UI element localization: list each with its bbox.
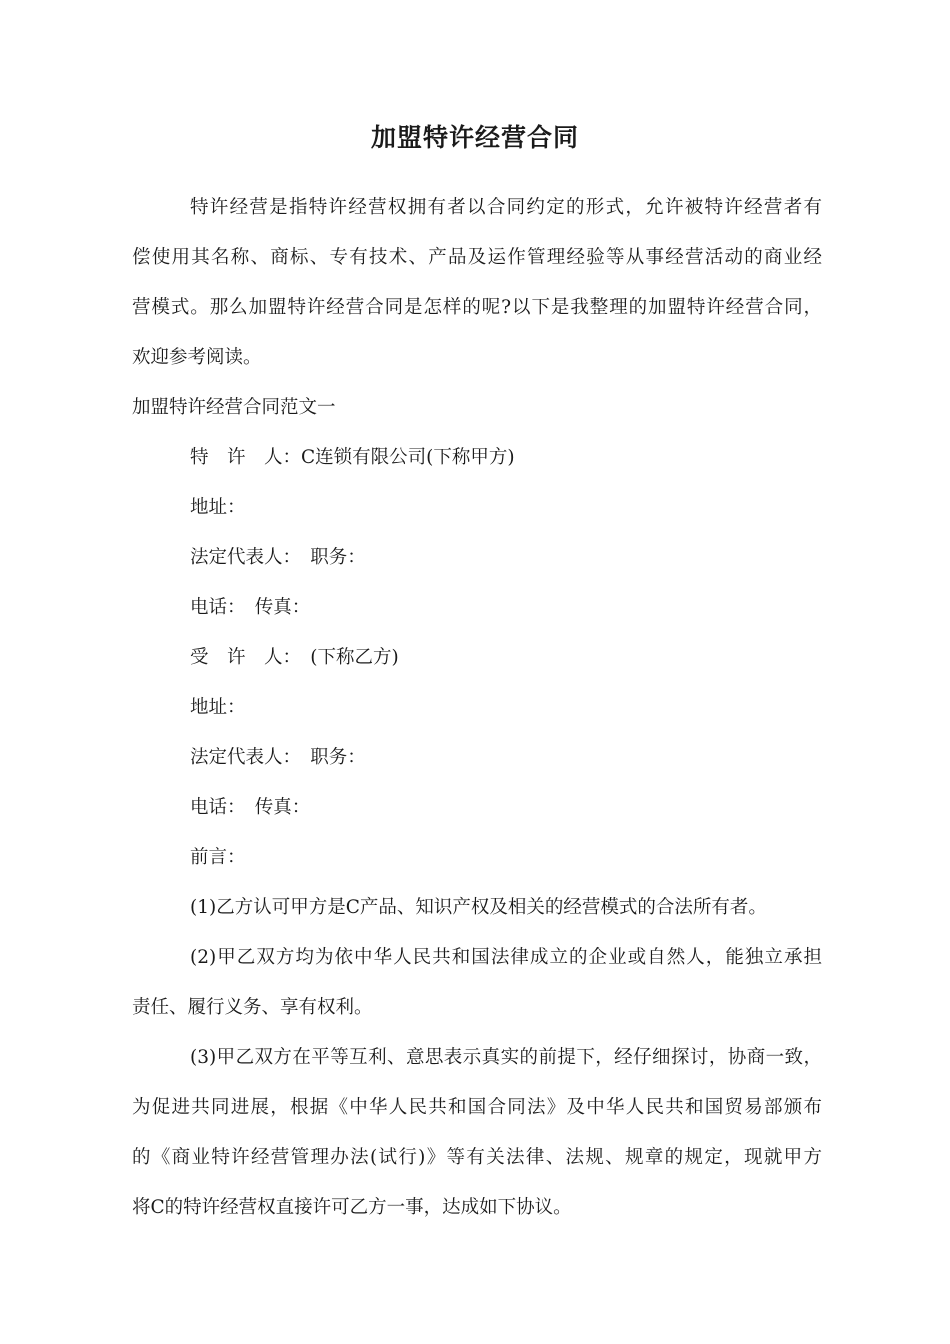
clause-3-line-1: (3)甲乙双方在平等互利、意思表示真实的前提下，经仔细探讨，协商一致， (190, 1047, 822, 1068)
preface-label: 前言： (190, 847, 246, 868)
document-title: 加盟特许经营合同 (370, 123, 579, 152)
party-b-representative: 法定代表人： 职务： (190, 747, 366, 768)
party-b-name: 受 许 人： (下称乙方) (190, 647, 399, 668)
intro-line-3: 营模式。那么加盟特许经营合同是怎样的呢?以下是我整理的加盟特许经营合同， (132, 297, 822, 318)
clause-1: (1)乙方认可甲方是C产品、知识产权及相关的经营模式的合法所有者。 (190, 897, 767, 918)
intro-line-4: 欢迎参考阅读。 (132, 347, 262, 368)
party-b-phone: 电话： 传真： (190, 797, 311, 818)
section-heading: 加盟特许经营合同范文一 (132, 397, 336, 418)
clause-2-line-2: 责任、履行义务、享有权利。 (132, 997, 373, 1018)
party-a-phone: 电话： 传真： (190, 597, 311, 618)
party-a-representative: 法定代表人： 职务： (190, 547, 366, 568)
party-b-address: 地址： (190, 697, 246, 718)
clause-3-line-4: 将C的特许经营权直接许可乙方一事，达成如下协议。 (132, 1197, 572, 1218)
intro-line-2: 偿使用其名称、商标、专有技术、产品及运作管理经验等从事经营活动的商业经 (132, 247, 822, 268)
clause-3-line-2: 为促进共同进展，根据《中华人民共和国合同法》及中华人民共和国贸易部颁布 (132, 1097, 822, 1118)
party-a-name: 特 许 人：C连锁有限公司(下称甲方) (190, 447, 515, 468)
clause-3-line-3: 的《商业特许经营管理办法(试行)》等有关法律、法规、规章的规定，现就甲方 (132, 1147, 822, 1168)
party-a-address: 地址： (190, 497, 246, 518)
intro-line-1: 特许经营是指特许经营权拥有者以合同约定的形式，允许被特许经营者有 (190, 197, 822, 218)
clause-2-line-1: (2)甲乙双方均为依中华人民共和国法律成立的企业或自然人，能独立承担 (190, 947, 822, 968)
